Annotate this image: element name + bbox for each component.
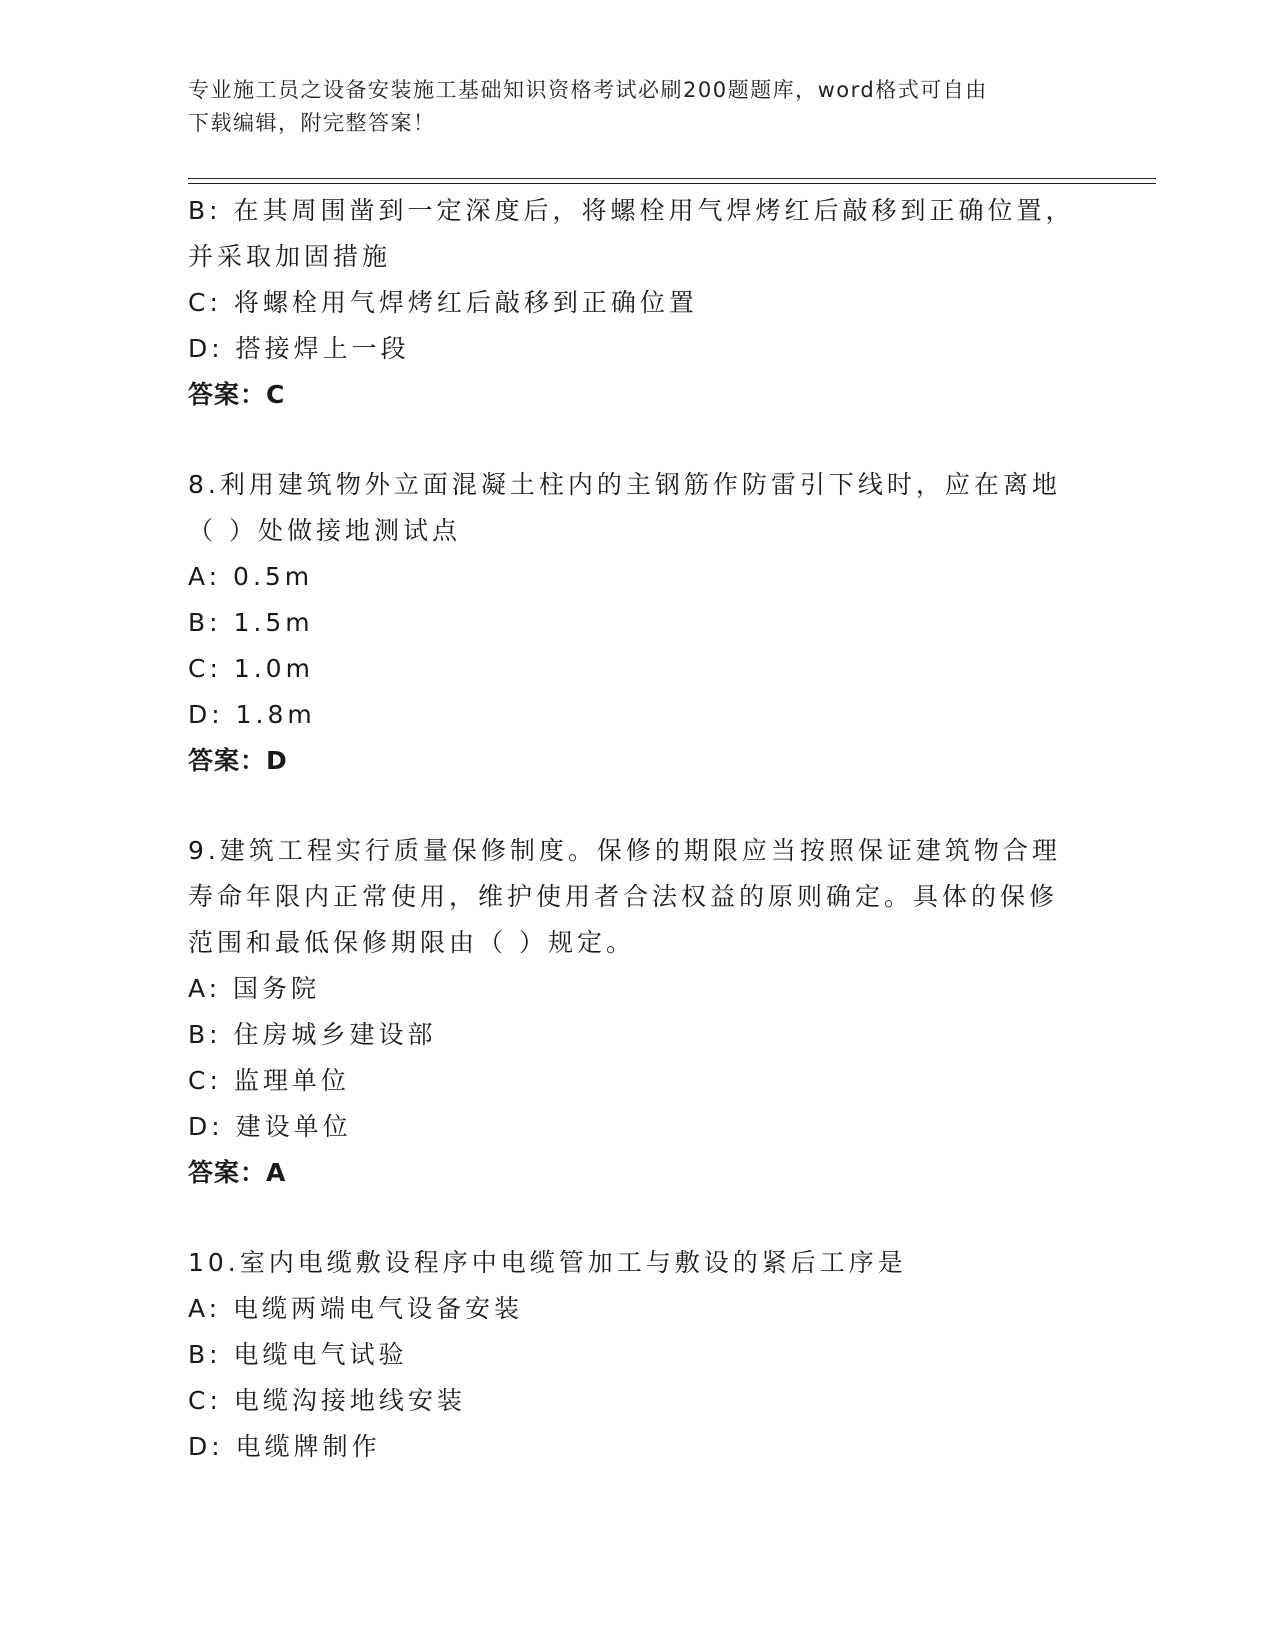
q8-option-d: D: 1.8m <box>188 700 316 729</box>
q10-option-d: D: 电缆牌制作 <box>188 1432 381 1461</box>
q7-option-d: D: 搭接焊上一段 <box>188 334 410 363</box>
q9-stem-line3: 范围和最低保修期限由（ ）规定。 <box>188 928 635 957</box>
q7-option-c: C: 将螺栓用气焊烤红后敲移到正确位置 <box>188 288 698 317</box>
q10-option-c: C: 电缆沟接地线安装 <box>188 1386 466 1415</box>
document-header <box>188 74 1068 140</box>
q8-stem-line2: （ ）处做接地测试点 <box>188 516 461 545</box>
q8-answer: 答案：D <box>188 746 288 775</box>
question-8 <box>188 462 1088 784</box>
header-rule-bottom <box>188 183 1156 184</box>
q10-option-a: A: 电缆两端电气设备安装 <box>188 1294 524 1323</box>
question-7-tail <box>188 188 1088 418</box>
q9-stem-line2: 寿命年限内正常使用，维护使用者合法权益的原则确定。具体的保修 <box>188 882 1059 911</box>
q9-option-c: C: 监理单位 <box>188 1066 350 1095</box>
header-title-line1: 专业施工员之设备安装施工基础知识资格考试必刷200题题库，word格式可自由 <box>188 78 988 102</box>
header-title-line2: 下载编辑，附完整答案！ <box>188 111 436 135</box>
q9-option-b: B: 住房城乡建设部 <box>188 1020 437 1049</box>
q8-stem-line1: 8.利用建筑物外立面混凝土柱内的主钢筋作防雷引下线时，应在离地 <box>188 470 1061 499</box>
q7-option-b-line2: 并采取加固措施 <box>188 242 392 271</box>
q9-option-d: D: 建设单位 <box>188 1112 352 1141</box>
q7-option-b-line1: B: 在其周围凿到一定深度后，将螺栓用气焊烤红后敲移到正确位置， <box>188 196 1075 225</box>
header-rule-top <box>188 178 1156 179</box>
q9-stem-line1: 9.建筑工程实行质量保修制度。保修的期限应当按照保证建筑物合理 <box>188 836 1061 865</box>
q10-option-b: B: 电缆电气试验 <box>188 1340 408 1369</box>
q8-option-b: B: 1.5m <box>188 608 314 637</box>
question-10 <box>188 1240 1088 1470</box>
q8-option-c: C: 1.0m <box>188 654 314 683</box>
q10-stem-line1: 10.室内电缆敷设程序中电缆管加工与敷设的紧后工序是 <box>188 1248 907 1277</box>
q7-answer: 答案：C <box>188 380 286 409</box>
question-9 <box>188 828 1088 1196</box>
q8-option-a: A: 0.5m <box>188 562 314 591</box>
question-body <box>188 188 1088 1470</box>
q9-option-a: A: 国务院 <box>188 974 321 1003</box>
q9-answer: 答案：A <box>188 1158 287 1187</box>
